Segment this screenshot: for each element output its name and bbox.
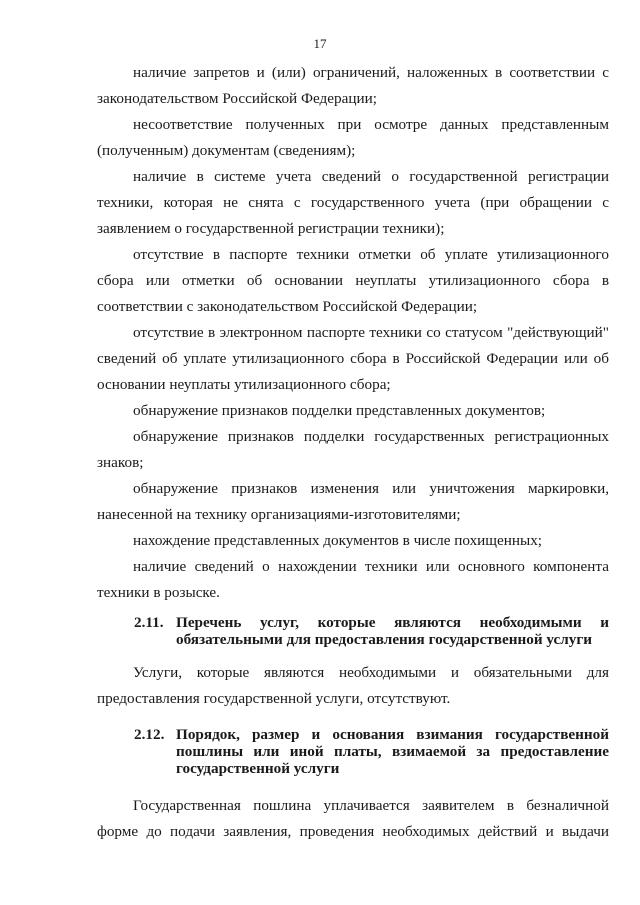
paragraph-mismatch: несоответствие полученных при осмотре данных представленным (полученным) документам (сведениям);: [97, 116, 609, 159]
section-body-2-12: Государственная пошлина уплачивается заявителем в безналичной форме до подачи заявления, проведения необходимых действий и выдачи: [97, 797, 609, 840]
section-heading-2-12: [97, 726, 609, 777]
section-body-2-11: Услуги, которые являются необходимыми и обязательными для предоставления государственной услуги, отсутствуют.: [97, 664, 609, 707]
section-title: Порядок, размер и основания взимания государственной пошлины или иной платы, взимаемой за предоставление государственной услуги: [176, 726, 609, 777]
paragraph-altered-marking: обнаружение признаков изменения или уничтожения маркировки, нанесенной на технику организациями-изготовителями;: [97, 480, 609, 523]
paragraph-forged-documents: обнаружение признаков подделки представленных документов;: [133, 402, 546, 419]
paragraph-forged-plates: обнаружение признаков подделки государственных регистрационных знаков;: [97, 428, 609, 471]
paragraph-recycling-fee-electronic: отсутствие в электронном паспорте техники со статусом "действующий" сведений об уплате утилизационного сбора в Российской Федерации или об основании неуплаты утилизационного сбора;: [97, 324, 609, 393]
paragraph-recycling-fee-passport: отсутствие в паспорте техники отметки об уплате утилизационного сбора или отметки об основании неуплаты утилизационного сбора в соответствии с законодательством Российской Федерации;: [97, 246, 609, 315]
page-number: 17: [313, 36, 327, 51]
section-number: 2.11.: [134, 614, 164, 631]
paragraph-prohibitions: наличие запретов и (или) ограничений, наложенных в соответствии с законодательством Российской Федерации;: [97, 64, 609, 107]
paragraph-stolen-documents: нахождение представленных документов в числе похищенных;: [133, 532, 543, 549]
section-title: Перечень услуг, которые являются необходимыми и обязательными для предоставления государственной услуги: [176, 614, 609, 648]
section-heading-2-11: [97, 614, 609, 648]
section-number: 2.12.: [134, 726, 165, 743]
paragraph-wanted-vehicle: наличие сведений о нахождении техники или основного компонента техники в розыске.: [97, 558, 609, 601]
paragraph-registration-record: наличие в системе учета сведений о государственной регистрации техники, которая не снята с государственного учета (при обращении с заявлением о государственной регистрации техники);: [97, 168, 609, 237]
page-content: [97, 60, 609, 845]
